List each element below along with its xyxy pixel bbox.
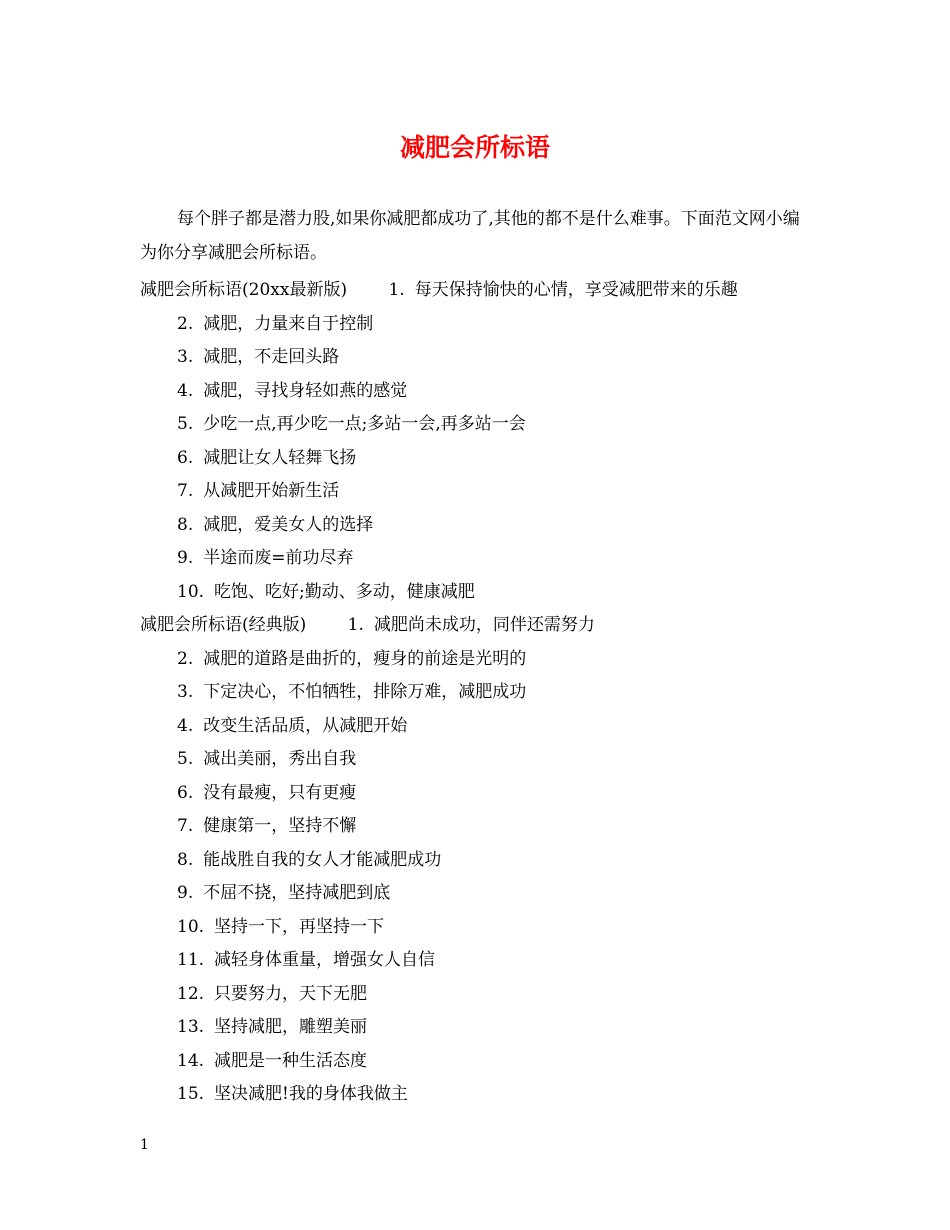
item-number: 13. <box>177 1017 205 1037</box>
item-text: 坚持减肥，雕塑美丽 <box>214 1017 368 1037</box>
page-number: 1 <box>140 1137 149 1153</box>
item-text: 不屈不挠，坚持减肥到底 <box>203 883 391 903</box>
item-number: 1. <box>347 615 364 635</box>
item-number: 8. <box>177 514 194 535</box>
list-item <box>177 308 373 342</box>
item-number: 5. <box>177 414 194 434</box>
item-text: 健康第一，坚持不懈 <box>203 816 357 836</box>
item-text: 减肥，不走回头路 <box>203 347 340 367</box>
list-item <box>177 341 339 375</box>
item-number: 2. <box>177 313 194 334</box>
list-item <box>177 810 356 844</box>
item-text: 坚持一下，再坚持一下 <box>214 916 385 937</box>
item-text: 半途而废=前功尽弃 <box>203 548 354 568</box>
list-item <box>177 1045 367 1079</box>
list-item <box>177 844 441 878</box>
item-number: 3. <box>177 682 194 702</box>
item-number: 7. <box>177 816 194 836</box>
item-number: 4. <box>177 380 194 401</box>
list-item <box>177 743 356 777</box>
list-item <box>177 643 526 677</box>
item-number: 4. <box>177 715 194 736</box>
item-text: 少吃一点,再少吃一点;多站一会,再多站一会 <box>203 414 526 434</box>
list-item <box>177 710 407 744</box>
item-text: 减轻身体重量，增强女人自信 <box>214 950 436 970</box>
item-number: 6. <box>177 782 194 803</box>
item-number: 9. <box>177 548 194 568</box>
item-text: 减肥的道路是曲折的，瘦身的前途是光明的 <box>203 648 527 669</box>
item-text: 坚决减肥!我的身体我做主 <box>214 1084 408 1104</box>
list-item <box>177 944 435 978</box>
item-text: 能战胜自我的女人才能减肥成功 <box>203 849 442 870</box>
item-text: 改变生活品质，从减肥开始 <box>203 715 408 736</box>
item-number: 12. <box>177 983 205 1004</box>
item-number: 11. <box>177 950 205 970</box>
list-item <box>177 911 384 945</box>
list-item <box>177 978 367 1012</box>
item-text: 只要努力，天下无肥 <box>214 983 368 1004</box>
list-item <box>388 274 737 308</box>
list-item <box>177 408 526 442</box>
item-number: 6. <box>177 447 194 468</box>
item-number: 10. <box>177 916 205 937</box>
item-text: 吃饱、吃好;勤动、多动，健康减肥 <box>214 581 475 602</box>
list-item <box>177 576 475 610</box>
section-heading-line <box>140 609 595 643</box>
item-number: 7. <box>177 481 194 501</box>
list-item <box>177 1011 367 1045</box>
section-heading: 减肥会所标语(20xx最新版) <box>140 280 348 300</box>
list-item <box>177 442 356 476</box>
item-text: 减肥让女人轻舞飞扬 <box>203 447 357 468</box>
item-text: 每天保持愉快的心情，享受减肥带来的乐趣 <box>414 280 738 300</box>
list-item <box>177 676 526 710</box>
item-text: 减肥，寻找身轻如燕的感觉 <box>203 380 408 401</box>
item-text: 减肥尚未成功，同伴还需努力 <box>373 615 595 635</box>
item-text: 下定决心，不怕牺牲，排除万难，减肥成功 <box>203 682 527 702</box>
list-item <box>177 1078 408 1112</box>
item-text: 没有最瘦，只有更瘦 <box>203 782 357 803</box>
list-item <box>177 877 390 911</box>
section-heading: 减肥会所标语(经典版) <box>140 615 307 635</box>
intro-paragraph: 每个胖子都是潜力股,如果你减肥都成功了,其他的都不是什么难事。下面范文网小编为你分享减肥会所标语。 <box>140 209 800 263</box>
list-item <box>348 609 595 643</box>
item-text: 减肥，力量来自于控制 <box>203 313 374 334</box>
list-item <box>177 375 407 409</box>
list-item <box>177 475 339 509</box>
list-item <box>177 542 353 576</box>
item-number: 15. <box>177 1084 205 1104</box>
item-number: 3. <box>177 347 194 367</box>
section-heading-line <box>140 274 738 308</box>
item-number: 2. <box>177 648 194 669</box>
item-number: 8. <box>177 849 194 870</box>
item-text: 减肥是一种生活态度 <box>214 1050 368 1071</box>
item-number: 5. <box>177 749 194 769</box>
item-text: 减出美丽，秀出自我 <box>203 749 357 769</box>
item-number: 10. <box>177 581 205 602</box>
page-title: 减肥会所标语 <box>399 133 550 162</box>
item-text: 减肥，爱美女人的选择 <box>203 514 374 535</box>
list-item <box>177 509 373 543</box>
item-number: 1. <box>388 280 405 300</box>
list-item <box>177 777 356 811</box>
item-number: 14. <box>177 1050 205 1071</box>
item-text: 从减肥开始新生活 <box>203 481 340 501</box>
item-number: 9. <box>177 883 194 903</box>
